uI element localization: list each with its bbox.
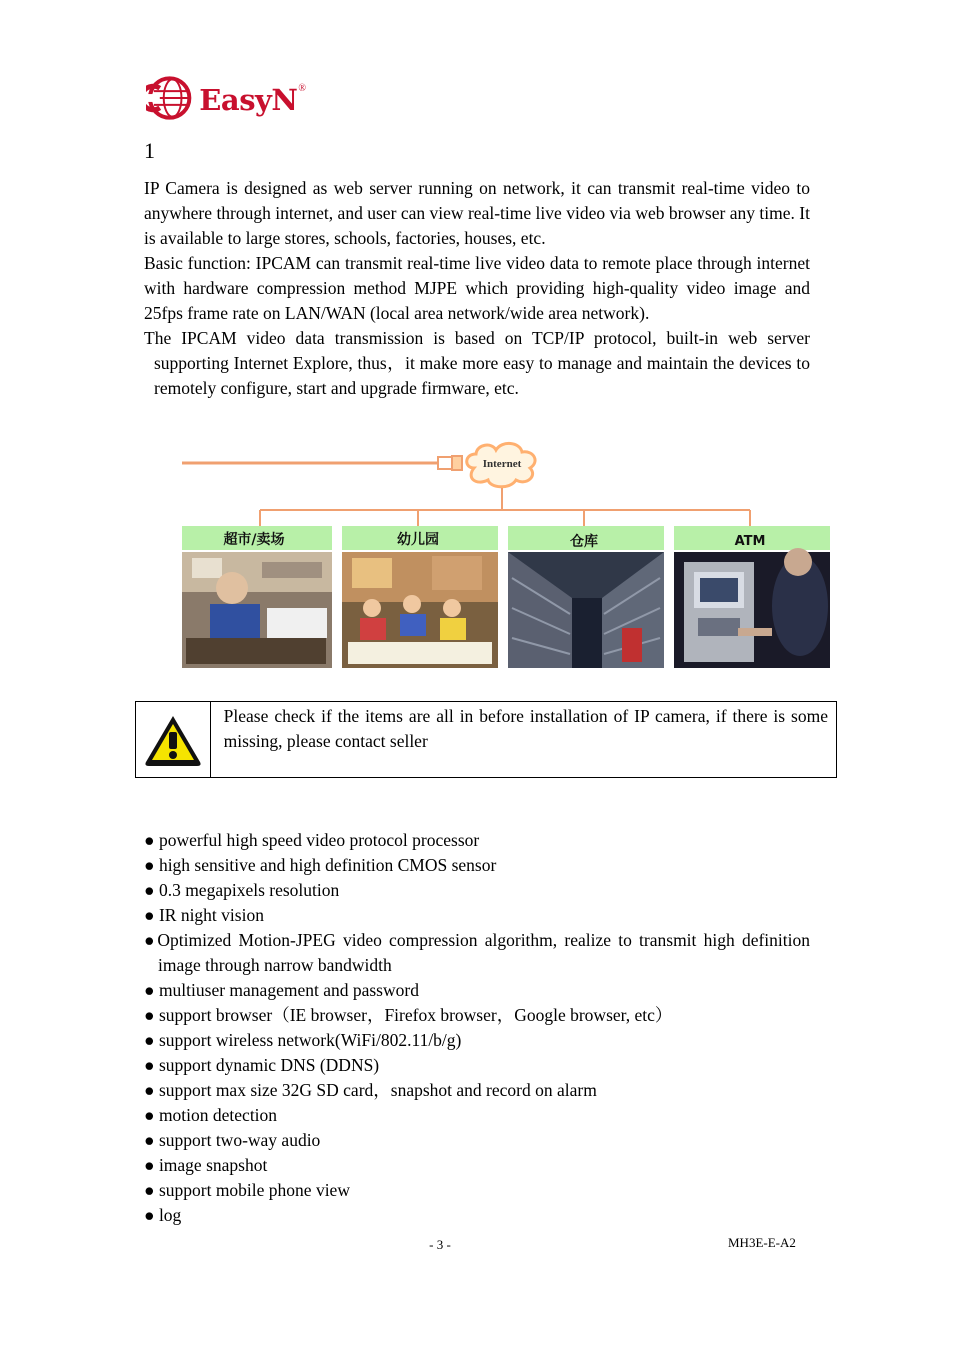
panel-label: 仓库 [570, 534, 598, 550]
intro-paragraph: IP Camera is designed as web server running on network, it can transmit real-time video to anywhere through internet, and user can view real-time live video via web browser any time. It is available to large stores, schools, factories, houses, etc. [144, 178, 810, 248]
feature-item: ● IR night vision [144, 905, 264, 925]
panel-kindergarten [342, 526, 498, 668]
feature-item: ● multiuser management and password [144, 980, 419, 1000]
globe-logo-icon [146, 74, 193, 122]
intro-text [144, 176, 810, 401]
feature-item: ●Optimized Motion-JPEG video compression algorithm, realize to transmit high definition image through narrow bandwidth [144, 930, 810, 975]
feature-item: ● image snapshot [144, 1155, 268, 1175]
panel-atm [674, 526, 830, 668]
feature-item: ● motion detection [144, 1105, 278, 1125]
panel-supermarket [182, 526, 332, 668]
brand-name: EasyN [199, 83, 298, 117]
feature-item: ● 0.3 megapixels resolution [144, 880, 340, 900]
connector-icon [438, 456, 462, 470]
feature-item: ● support two-way audio [144, 1130, 321, 1150]
warning-icon-cell [136, 702, 211, 777]
feature-item: ● powerful high speed video protocol processor [144, 830, 480, 850]
warning-triangle-icon [142, 712, 204, 768]
registered-mark: ® [298, 82, 306, 94]
panel-label: 幼儿园 [397, 532, 439, 548]
page-number: - 3 - [429, 1237, 451, 1252]
section-number: 1 [144, 138, 155, 163]
feature-item: ● support dynamic DNS (DDNS) [144, 1055, 380, 1075]
brand-logo [146, 72, 306, 124]
panel-label: 超市/卖场 [223, 532, 285, 548]
intro-paragraph: Basic function: IPCAM can transmit real-time live video data to remote place through internet with hardware compression method MJPE which providing high-quality video image and 25fps frame rate on LAN/WAN (local area network/wide area network). [144, 253, 810, 323]
panel-warehouse [508, 526, 664, 668]
intro-paragraph: The IPCAM video data transmission is based on TCP/IP protocol, built-in web server supporting Internet Explore, thus，it make more easy to manage and maintain the devices to remotely configure, start and upgrade firmware, etc. [144, 328, 810, 398]
feature-item: ● support mobile phone view [144, 1180, 350, 1200]
network-diagram [172, 438, 838, 674]
feature-item: ● support browser（IE browser，Firefox browser，Google browser, etc） [144, 1005, 673, 1025]
feature-item: ● log [144, 1205, 182, 1225]
warning-text: Please check if the items are all in before installation of IP camera, if there is some missing, please contact seller [223, 706, 828, 751]
warning-notice [135, 701, 837, 778]
document-code: MH3E-E-A2 [728, 1235, 796, 1250]
cloud-label: Internet [482, 458, 522, 470]
panel-label: ATM [734, 534, 766, 549]
feature-item: ● high sensitive and high definition CMOS sensor [144, 855, 497, 875]
feature-list [144, 828, 810, 1228]
feature-item: ● support wireless network(WiFi/802.11/b/g) [144, 1030, 462, 1050]
feature-item: ● support max size 32G SD card，snapshot and record on alarm [144, 1080, 597, 1100]
